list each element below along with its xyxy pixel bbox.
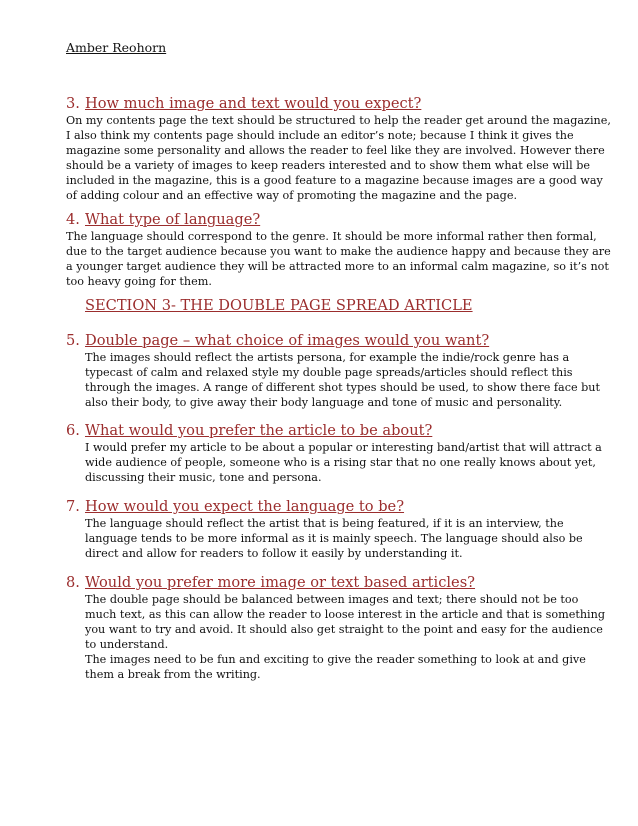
answer-paragraph: I would prefer my article to be about a popular or interesting band/artist that will attract a wide audience of people, someone who is a rising star that no one really knows about yet, discussing their music, tone and persona. — [85, 441, 602, 485]
question-5-answer — [85, 350, 611, 410]
question-3-answer — [66, 113, 611, 204]
question-5-heading — [66, 332, 611, 350]
question-title: How much image and text would you expect? — [85, 95, 422, 112]
question-number: 4. — [66, 211, 80, 228]
question-7-heading — [66, 498, 611, 516]
question-3 — [66, 95, 611, 204]
question-number: 7. — [66, 498, 80, 515]
answer-paragraph: The images should reflect the artists persona, for example the indie/rock genre has a typecast of calm and relaxed style my double page spreads/articles should reflect this through the images. A range of different shot types should be used, to show there face but also their body, to give away their body language and tone of music and personality. — [85, 351, 601, 410]
question-6-heading — [66, 422, 611, 440]
question-4 — [66, 211, 611, 289]
question-6-answer — [85, 440, 611, 485]
question-number: 5. — [66, 332, 80, 349]
question-title: What would you prefer the article to be about? — [85, 422, 433, 439]
question-4-heading — [66, 211, 611, 229]
question-8-answer — [85, 592, 611, 683]
author-name: Amber Reohorn — [66, 40, 167, 55]
question-3-heading — [66, 95, 611, 113]
question-7 — [66, 498, 611, 561]
question-8-heading — [66, 574, 611, 592]
question-title: Would you prefer more image or text based articles? — [85, 574, 476, 591]
section-heading: SECTION 3- THE DOUBLE PAGE SPREAD ARTICLE — [85, 297, 473, 314]
question-4-answer — [66, 229, 611, 289]
question-title: Double page – what choice of images would you want? — [85, 332, 490, 349]
question-7-answer — [85, 516, 611, 561]
question-title: How would you expect the language to be? — [85, 498, 405, 515]
answer-paragraph: The language should reflect the artist that is being featured, if it is an interview, the language tends to be more informal as it is mainly speech. The language should also be direct and allow for readers to follow it easily by understanding it. — [85, 517, 583, 561]
answer-paragraph: On my contents page the text should be structured to help the reader get around the magazine, I also think my contents page should include an editor’s note; because I think it gives the magazine some personality and allows the reader to feel like they are involved. However there should be a variety of images to keep readers interested and to show them what else will be included in the magazine, this is a good feature to a magazine because images are a good way of adding colour and an effective way of promoting the magazine and the page. — [66, 114, 611, 203]
question-6 — [66, 422, 611, 485]
question-number: 8. — [66, 574, 80, 591]
question-number: 6. — [66, 422, 80, 439]
question-title: What type of language? — [85, 211, 261, 228]
answer-paragraph: The images need to be fun and exciting to give the reader something to look at and give them a break from the writing. — [85, 653, 586, 682]
question-number: 3. — [66, 95, 80, 112]
question-8 — [66, 574, 611, 683]
answer-paragraph: The language should correspond to the genre. It should be more informal rather then formal, due to the target audience because you want to make the audience happy and because they are a younger target audience they will be attracted more to an informal calm magazine, so it’s not too heavy going for them. — [66, 230, 611, 289]
answer-paragraph: The double page should be balanced between images and text; there should not be too much text, as this can allow the reader to loose interest in the article and that is something you want to try and avoid. It should also get straight to the point and easy for the audience to understand. — [85, 593, 606, 652]
question-5 — [66, 332, 611, 410]
